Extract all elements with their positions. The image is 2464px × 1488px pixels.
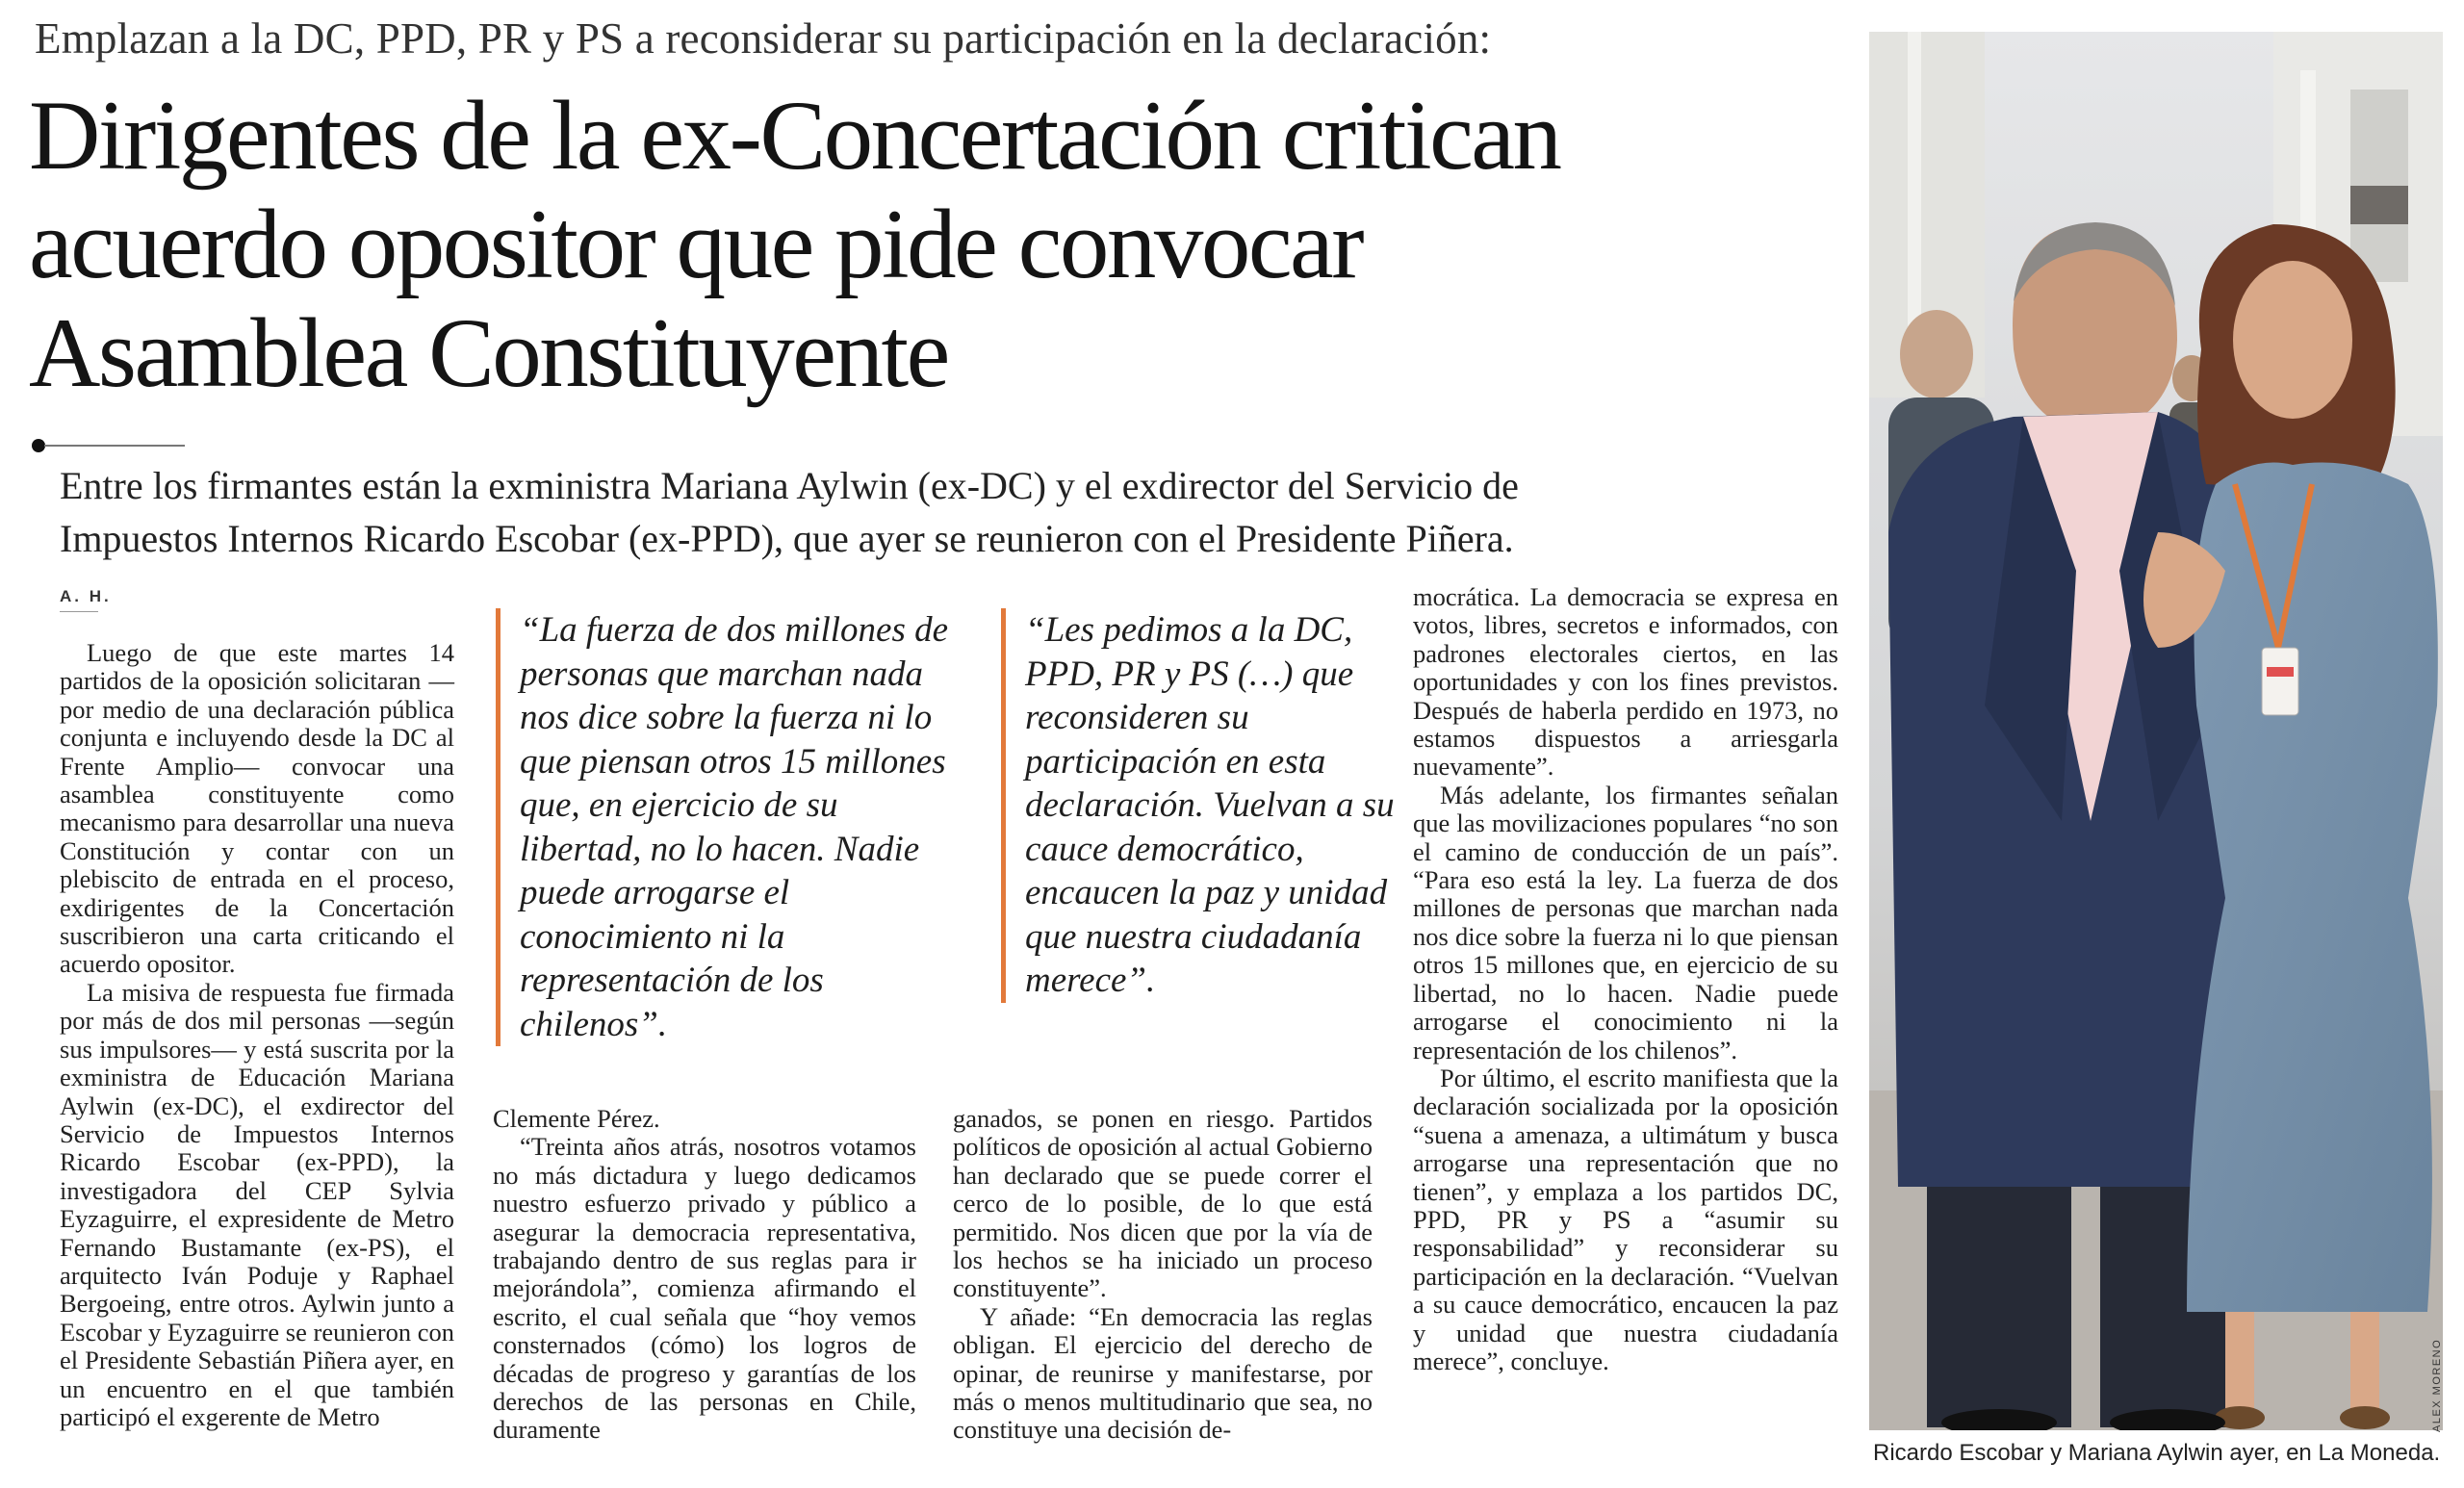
paragraph: mocrática. La democracia se expresa en votos, libres, secretos e informados, con padrones electorales ciertos, en las oportunidades y con los fines previstos. Después de haberla perdido en 1973, no estamos dispuestos a arriesgarla nuevamente”. (1413, 582, 1838, 782)
byline-underline (60, 611, 98, 612)
headline-line: acuerdo opositor que pide convocar (29, 190, 1363, 299)
paragraph: ganados, se ponen en riesgo. Partidos políticos de oposición al actual Gobierno han declarado que se puede correr el cerco de lo posible, de lo que está permitido. Nos dicen que por la vía de los hechos se ha iniciado un proceso constituyente”. (953, 1104, 1373, 1303)
paragraph: “Treinta años atrás, nosotros votamos no más dictadura y luego dedicamos nuestro esfuerzo privado y público a asegurar la democracia representativa, trabajando dentro de sus reglas para ir mejorándola”, comienza afirmando el escrito, el cual señala que “hoy vemos consternados (cómo) los logros de décadas de progreso y garantías de los derechos de las personas en Chile, duramente (493, 1132, 916, 1445)
body-column-1 (60, 639, 454, 1431)
paragraph: Más adelante, los firmantes señalan que las movilizaciones populares “no son el camino de conducción de un país”. “Para eso está la ley. La fuerza de dos millones de personas que marchan nada nos dice sobre la fuerza ni lo que piensan otros 15 millones que, en ejercicio de su libertad, no lo hacen. Nadie puede arrogarse el conocimiento ni la representación de los chilenos”. (1413, 780, 1838, 1065)
kicker: Emplazan a la DC, PPD, PR y PS a reconsiderar su participación en la declaración: (35, 14, 1492, 63)
paragraph: Clemente Pérez. (493, 1104, 660, 1133)
pull-quote-2: “Les pedimos a la DC, PPD, PR y PS (…) que reconsideren su participación en esta declaración. Vuelvan a su cauce democrático, encaucen la paz y unidad que nuestra ciudadanía merece”. (1001, 608, 1429, 1003)
photo-credit: ALEX MORENO (2431, 1338, 2443, 1432)
paragraph: Por último, el escrito manifiesta que la declaración socializada por la oposición “suena a amenaza, a ultimátum y busca arrogarse una representación que no tienen”, y emplaza a los partidos DC, PPD, PR y PS a “asumir su responsabilidad” y reconsiderar su participación en la declaración. “Vuelvan a su cauce democrático, encaucen la paz y unidad que nuestra ciudadanía merece”, concluye. (1413, 1063, 1838, 1375)
headline-line: Asamblea Constituyente (29, 298, 948, 408)
photo (1869, 32, 2443, 1430)
pull-quote-1: “La fuerza de dos millones de personas que marchan nada nos dice sobre la fuerza ni lo que piensan otros 15 millones que, en ejercicio de su libertad, no lo hacen. Nadie puede arrogarse el conocimiento ni la representación de los chilenos”. (496, 608, 962, 1046)
photo-caption: Ricardo Escobar y Mariana Aylwin ayer, en La Moneda. (1873, 1440, 2441, 1466)
photo-illustration (1869, 32, 2443, 1430)
bajada-line: Impuestos Internos Ricardo Escobar (ex-PPD), que ayer se reunieron con el Presidente Piñera. (60, 517, 1514, 560)
headline (29, 82, 1838, 408)
body-column-4 (1413, 583, 1838, 1375)
body-column-3 (953, 1105, 1373, 1445)
bajada (60, 459, 1869, 565)
section-rule-dot (32, 439, 45, 452)
section-rule-line (44, 445, 185, 447)
paragraph: Luego de que este martes 14 partidos de la oposición solicitaran —por medio de una declaración pública conjunta e incluyendo desde la DC al Frente Amplio— convocar una asamblea constituyente como mecanismo para desarrollar una nueva Constitución y contar con un plebiscito de entrada en el proceso, exdirigentes de la Concertación suscribieron una carta criticando el acuerdo opositor. (60, 638, 454, 979)
paragraph: La misiva de respuesta fue firmada por más de dos mil personas —según sus impulsores— y está suscrita por la exministra de Educación Mariana Aylwin (ex-DC), el exdirector del Servicio de Impuestos Internos Ricardo Escobar (ex-PPD), la investigadora del CEP Sylvia Eyzaguirre, el expresidente de Metro Fernando Bustamante (ex-PS), el arquitecto Iván Poduje y Raphael Bergoeing, entre otros. Aylwin junto a Escobar y Eyzaguirre se reunieron con el Presidente Sebastián Piñera ayer, en un encuentro en el que también participó el exgerente de Metro (60, 977, 454, 1431)
paragraph: Y añade: “En democracia las reglas obligan. El ejercicio del derecho de opinar, de reunirse y manifestarse, por más o menos multitudinario que sea, no constituye una decisión de- (953, 1301, 1373, 1445)
headline-line: Dirigentes de la ex-Concertación critican (29, 81, 1560, 191)
body-column-2 (493, 1105, 916, 1445)
byline: A. H. (60, 587, 112, 605)
bajada-line: Entre los firmantes están la exministra Mariana Aylwin (ex-DC) y el exdirector del Servicio de (60, 464, 1519, 507)
